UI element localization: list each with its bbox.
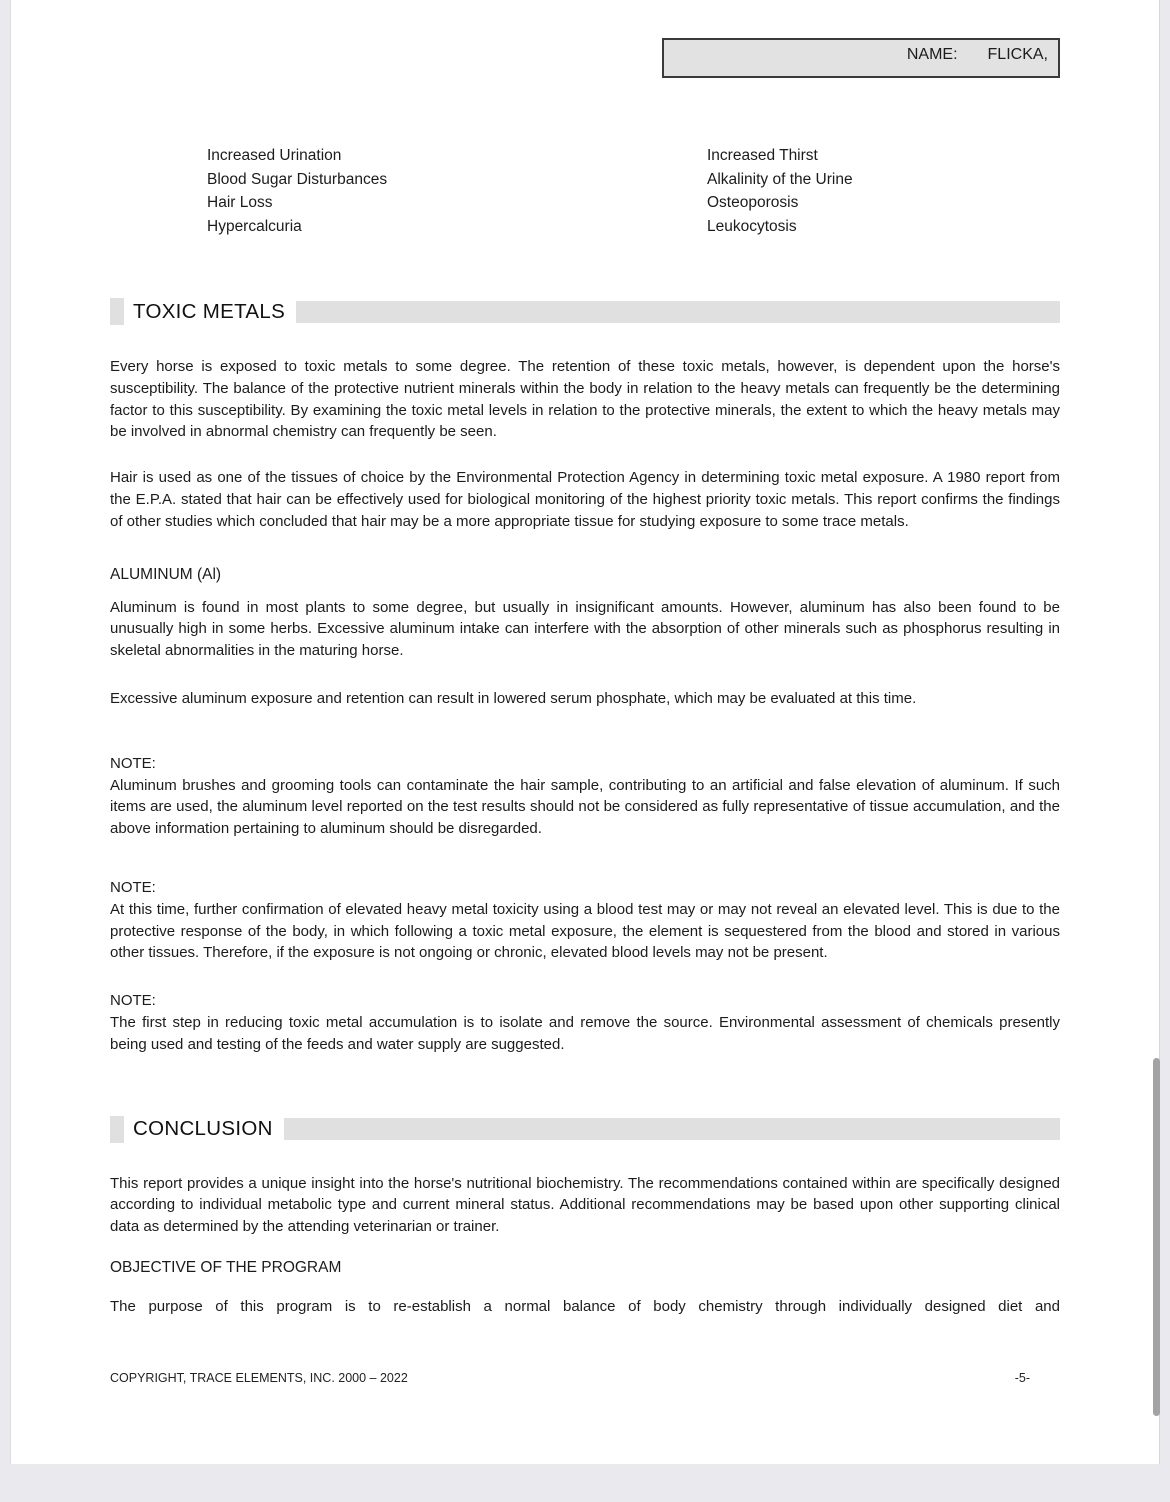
- objective-paragraph: The purpose of this program is to re-establish a normal balance of body chemistry through individually designed diet and: [110, 1297, 1060, 1315]
- name-value: FLICKA,: [987, 46, 1048, 63]
- section-title-toxic-metals: TOXIC METALS: [133, 299, 286, 323]
- patient-name-box: [662, 38, 1060, 78]
- section-tail-bar: [284, 1118, 1060, 1140]
- conclusion-paragraph: This report provides a unique insight into the horse's nutritional biochemistry. The recommendations contained within are specifically designed according to individual metabolic type and current mineral status. Additional recommendations may be based upon other supporting clinical data as determined by the attending veterinarian or trainer.: [110, 1174, 1060, 1236]
- name-label: NAME:: [906, 46, 958, 63]
- section-tail-bar: [296, 301, 1060, 323]
- section-lead-block: [110, 298, 124, 325]
- symptom-item: Blood Sugar Disturbances: [207, 170, 388, 188]
- symptom-list: [110, 144, 1060, 238]
- objective-heading: OBJECTIVE OF THE PROGRAM: [110, 1258, 342, 1276]
- symptom-item: Osteoporosis: [707, 194, 799, 211]
- toxic-metals-paragraph-1: Every horse is exposed to toxic metals to some degree. The retention of these toxic metals, however, is dependent upon the horse's susceptibility. The balance of the protective nutrient minerals within the body in relation to the heavy metals can frequently be the determining factor to this susceptibility. By examining the toxic metal levels in relation to the protective minerals, the extent to which the heavy metals may be involved in abnormal chemistry can frequently be seen.: [110, 358, 1060, 441]
- document-page: [10, 0, 1160, 1464]
- symptom-item: Increased Urination: [207, 147, 342, 164]
- section-lead-block: [110, 1116, 124, 1143]
- note-block-2: [110, 877, 1060, 964]
- symptom-item: Increased Thirst: [707, 147, 818, 164]
- page-number: -5-: [1014, 1370, 1030, 1385]
- note-text: The first step in reducing toxic metal accumulation is to isolate and remove the source. Environmental assessment of chemicals presently being used and testing of the feeds and water supply are suggested.: [110, 1013, 1060, 1053]
- aluminum-paragraph-1: Aluminum is found in most plants to some degree, but usually in insignificant amounts. However, aluminum has also been found to be unusually high in some herbs. Excessive aluminum intake can interfere with the absorption of other minerals such as phosphorus resulting in skeletal abnormalities in the maturing horse.: [110, 598, 1060, 660]
- note-block-1: [110, 753, 1060, 840]
- aluminum-paragraph-2: Excessive aluminum exposure and retention can result in lowered serum phosphate, which may be evaluated at this time.: [110, 689, 917, 707]
- scrollbar-thumb[interactable]: [1153, 1058, 1160, 1416]
- copyright-text: COPYRIGHT, TRACE ELEMENTS, INC. 2000 – 2022: [110, 1370, 408, 1385]
- symptom-item: Hypercalcuria: [207, 217, 302, 235]
- aluminum-heading: ALUMINUM (Al): [110, 565, 222, 583]
- section-header-toxic-metals: [110, 298, 1060, 325]
- symptom-item: Leukocytosis: [707, 217, 797, 235]
- section-header-conclusion: [110, 1116, 1060, 1143]
- note-label: NOTE:: [110, 992, 156, 1010]
- note-label: NOTE:: [110, 878, 156, 896]
- section-title-conclusion: CONCLUSION: [133, 1117, 273, 1141]
- symptom-item: Alkalinity of the Urine: [707, 170, 853, 188]
- symptom-item: Hair Loss: [207, 194, 273, 211]
- symptom-column-right: [707, 144, 853, 238]
- symptom-column-left: [207, 144, 707, 238]
- note-text: Aluminum brushes and grooming tools can contaminate the hair sample, contributing to an artificial and false elevation of aluminum. If such items are used, the aluminum level reported on the test results should not be considered as fully representative of tissue accumulation, and the above information pertaining to aluminum should be disregarded.: [110, 776, 1060, 838]
- note-text: At this time, further confirmation of elevated heavy metal toxicity using a blood test may or may not reveal an elevated level. This is due to the protective response of the body, in which following a toxic metal exposure, the element is sequestered from the blood and stored in various other tissues. Therefore, if the exposure is not ongoing or chronic, elevated blood levels may not be present.: [110, 900, 1060, 962]
- note-block-3: [110, 990, 1060, 1055]
- page-content: [11, 38, 1159, 1502]
- toxic-metals-paragraph-2: Hair is used as one of the tissues of choice by the Environmental Protection Agency in determining toxic metal exposure. A 1980 report from the E.P.A. stated that hair can be effectively used for biological monitoring of the highest priority toxic metals. This report confirms the findings of other studies which concluded that hair may be a more appropriate tissue for studying exposure to some trace metals.: [110, 469, 1060, 530]
- note-label: NOTE:: [110, 754, 156, 772]
- page-footer: [110, 1371, 1060, 1385]
